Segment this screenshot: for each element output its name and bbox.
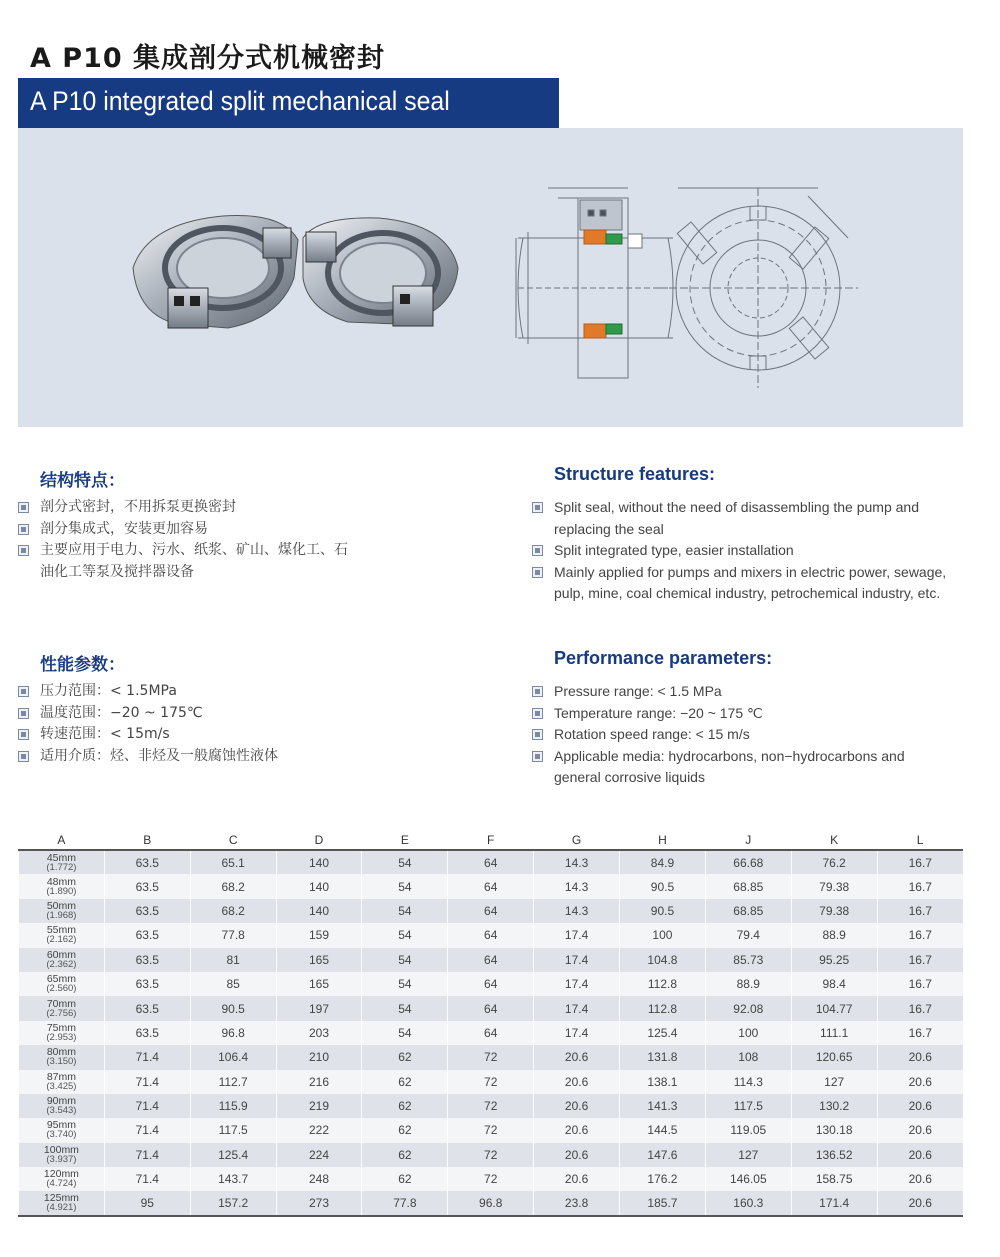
size-inch: (1.890) <box>46 885 77 897</box>
table-body <box>19 850 964 1216</box>
table-cell: 95.25 <box>791 948 877 972</box>
table-cell: 185.7 <box>620 1191 706 1215</box>
column-header-b: B <box>104 830 190 850</box>
list-item: 适用介质：烃、非烃及一般腐蚀性液体 <box>18 746 348 768</box>
square-bullet-icon <box>532 686 543 697</box>
table-cell: 140 <box>276 874 362 898</box>
table-cell: 20.6 <box>877 1191 963 1215</box>
table-cell: 14.3 <box>534 850 620 874</box>
column-header-c: C <box>190 830 276 850</box>
table-cell: 20.6 <box>534 1143 620 1167</box>
list-item: Applicable media: hydrocarbons, non−hydrocarbons and general corrosive liquids <box>532 746 932 789</box>
column-header-k: K <box>791 830 877 850</box>
table-cell: 16.7 <box>877 996 963 1020</box>
shaft-size-cell <box>19 1118 105 1142</box>
size-mm: 55mm <box>46 924 77 937</box>
table-cell: 165 <box>276 972 362 996</box>
table-cell: 68.85 <box>705 874 791 898</box>
table-cell: 71.4 <box>104 1167 190 1191</box>
table-cell: 64 <box>448 1021 534 1045</box>
table-cell: 64 <box>448 996 534 1020</box>
table-cell: 141.3 <box>620 1094 706 1118</box>
product-image-panel <box>18 128 963 427</box>
table-cell: 114.3 <box>705 1070 791 1094</box>
table-cell: 125.4 <box>190 1143 276 1167</box>
table-cell: 20.6 <box>534 1070 620 1094</box>
list-item: 剖分式密封，不用拆泵更换密封 <box>18 497 348 519</box>
page-title-en: A P10 integrated split mechanical seal <box>30 86 450 116</box>
table-cell: 54 <box>362 923 448 947</box>
table-cell: 20.6 <box>534 1094 620 1118</box>
table-cell: 16.7 <box>877 899 963 923</box>
table-cell: 72 <box>448 1118 534 1142</box>
shaft-size-cell <box>19 1070 105 1094</box>
table-cell: 85.73 <box>705 948 791 972</box>
features-list-en <box>532 497 968 605</box>
square-bullet-icon <box>532 502 543 513</box>
table-row <box>19 1021 964 1045</box>
list-item: 主要应用于电力、污水、纸浆、矿山、煤化工、石油化工等泵及搅拌器设备 <box>18 540 348 583</box>
table-cell: 84.9 <box>620 850 706 874</box>
table-cell: 77.8 <box>190 923 276 947</box>
size-mm: 87mm <box>46 1070 77 1083</box>
table-cell: 64 <box>448 923 534 947</box>
table-cell: 68.2 <box>190 874 276 898</box>
table-cell: 197 <box>276 996 362 1020</box>
shaft-size-cell <box>19 874 105 898</box>
list-item: Rotation speed range: < 15 m/s <box>532 724 932 746</box>
table-cell: 90.5 <box>620 874 706 898</box>
table-cell: 111.1 <box>791 1021 877 1045</box>
table-cell: 72 <box>448 1143 534 1167</box>
table-cell: 14.3 <box>534 899 620 923</box>
table-cell: 92.08 <box>705 996 791 1020</box>
shaft-size-cell <box>19 1167 105 1191</box>
shaft-size-cell <box>19 948 105 972</box>
seal-half-left <box>133 216 298 329</box>
list-item: 转速范围：< 15m/s <box>18 724 348 746</box>
table-cell: 216 <box>276 1070 362 1094</box>
square-bullet-icon <box>532 751 543 762</box>
table-cell: 115.9 <box>190 1094 276 1118</box>
table-cell: 16.7 <box>877 850 963 874</box>
list-item: 温度范围：−20 ~ 175℃ <box>18 703 348 725</box>
table-cell: 17.4 <box>534 972 620 996</box>
features-heading-en: Structure features: <box>554 464 716 484</box>
size-mm: 70mm <box>46 997 77 1010</box>
square-bullet-icon <box>18 708 29 719</box>
size-mm: 75mm <box>46 1021 77 1034</box>
table-cell: 17.4 <box>534 1021 620 1045</box>
table-cell: 77.8 <box>362 1191 448 1215</box>
table-cell: 23.8 <box>534 1191 620 1215</box>
table-row <box>19 972 964 996</box>
column-header-d: D <box>276 830 362 850</box>
table-row <box>19 1143 964 1167</box>
table-cell: 88.9 <box>705 972 791 996</box>
performance-list-cn <box>18 681 348 767</box>
table-cell: 100 <box>620 923 706 947</box>
table-cell: 104.77 <box>791 996 877 1020</box>
size-mm: 60mm <box>46 948 77 961</box>
table-cell: 138.1 <box>620 1070 706 1094</box>
shaft-size-cell <box>19 1191 105 1215</box>
table-cell: 65.1 <box>190 850 276 874</box>
column-header-e: E <box>362 830 448 850</box>
table-cell: 54 <box>362 1021 448 1045</box>
table-cell: 63.5 <box>104 850 190 874</box>
shaft-size-cell <box>19 972 105 996</box>
table-cell: 20.6 <box>534 1045 620 1069</box>
table-cell: 90.5 <box>620 899 706 923</box>
table-cell: 71.4 <box>104 1094 190 1118</box>
table-cell: 119.05 <box>705 1118 791 1142</box>
column-header-h: H <box>620 830 706 850</box>
table-cell: 112.8 <box>620 996 706 1020</box>
table-cell: 131.8 <box>620 1045 706 1069</box>
table-cell: 127 <box>791 1070 877 1094</box>
seal-half-right <box>303 218 458 326</box>
size-inch: (1.772) <box>46 861 77 873</box>
column-header-g: G <box>534 830 620 850</box>
size-inch: (3.150) <box>46 1056 77 1068</box>
table-cell: 158.75 <box>791 1167 877 1191</box>
table-cell: 63.5 <box>104 923 190 947</box>
table-cell: 96.8 <box>190 1021 276 1045</box>
square-bullet-icon <box>18 524 29 535</box>
performance-list-en <box>532 681 932 789</box>
performance-heading-en: Performance parameters: <box>554 648 773 668</box>
table-row <box>19 1094 964 1118</box>
table-cell: 143.7 <box>190 1167 276 1191</box>
table-cell: 219 <box>276 1094 362 1118</box>
table-cell: 63.5 <box>104 948 190 972</box>
table-cell: 222 <box>276 1118 362 1142</box>
shaft-size-cell <box>19 1021 105 1045</box>
shaft-size-cell <box>19 1094 105 1118</box>
table-row <box>19 899 964 923</box>
shaft-size-cell <box>19 850 105 874</box>
square-bullet-icon <box>532 567 543 578</box>
table-cell: 88.9 <box>791 923 877 947</box>
product-illustration <box>18 128 963 427</box>
size-mm: 65mm <box>46 973 77 986</box>
table-cell: 127 <box>705 1143 791 1167</box>
square-bullet-icon <box>18 751 29 762</box>
table-cell: 95 <box>104 1191 190 1215</box>
table-cell: 160.3 <box>705 1191 791 1215</box>
shaft-size-cell <box>19 1143 105 1167</box>
table-cell: 72 <box>448 1094 534 1118</box>
list-item: Mainly applied for pumps and mixers in electric power, sewage, pulp, mine, coal chemical industry, petrochemical industry, etc. <box>532 562 968 605</box>
list-item: Split integrated type, easier installation <box>532 540 968 562</box>
table-cell: 85 <box>190 972 276 996</box>
table-cell: 17.4 <box>534 948 620 972</box>
table-cell: 64 <box>448 948 534 972</box>
table-cell: 16.7 <box>877 923 963 947</box>
table-cell: 176.2 <box>620 1167 706 1191</box>
square-bullet-icon <box>532 708 543 719</box>
table-cell: 63.5 <box>104 996 190 1020</box>
size-inch: (4.724) <box>46 1178 77 1190</box>
performance-heading-cn: 性能参数： <box>40 655 125 675</box>
table-row <box>19 1045 964 1069</box>
table-cell: 14.3 <box>534 874 620 898</box>
table-cell: 210 <box>276 1045 362 1069</box>
table-row <box>19 996 964 1020</box>
square-bullet-icon <box>532 545 543 556</box>
table-cell: 71.4 <box>104 1045 190 1069</box>
column-header-j: J <box>705 830 791 850</box>
size-inch: (3.425) <box>46 1080 77 1092</box>
table-cell: 248 <box>276 1167 362 1191</box>
size-mm: 125mm <box>43 1192 79 1205</box>
table-cell: 17.4 <box>534 996 620 1020</box>
table-cell: 54 <box>362 948 448 972</box>
table-cell: 72 <box>448 1167 534 1191</box>
table-cell: 72 <box>448 1045 534 1069</box>
table-cell: 20.6 <box>877 1045 963 1069</box>
table-cell: 117.5 <box>190 1118 276 1142</box>
table-cell: 106.4 <box>190 1045 276 1069</box>
table-cell: 90.5 <box>190 996 276 1020</box>
table-row <box>19 1167 964 1191</box>
size-inch: (2.362) <box>46 958 77 970</box>
page-title-cn: A P10 集成剖分式机械密封 <box>30 43 386 74</box>
table-cell: 273 <box>276 1191 362 1215</box>
table-cell: 64 <box>448 874 534 898</box>
table-cell: 54 <box>362 874 448 898</box>
table-cell: 76.2 <box>791 850 877 874</box>
table-cell: 62 <box>362 1143 448 1167</box>
table-row <box>19 923 964 947</box>
table-cell: 66.68 <box>705 850 791 874</box>
table-cell: 20.6 <box>877 1167 963 1191</box>
square-bullet-icon <box>18 686 29 697</box>
table-cell: 81 <box>190 948 276 972</box>
size-inch: (2.560) <box>46 983 77 995</box>
table-cell: 63.5 <box>104 1021 190 1045</box>
title-banner <box>18 78 559 128</box>
shaft-size-cell <box>19 899 105 923</box>
table-cell: 17.4 <box>534 923 620 947</box>
table-cell: 16.7 <box>877 1021 963 1045</box>
dimension-table <box>18 830 963 1217</box>
table-cell: 79.38 <box>791 874 877 898</box>
table-cell: 171.4 <box>791 1191 877 1215</box>
table-cell: 71.4 <box>104 1070 190 1094</box>
size-mm: 95mm <box>46 1119 77 1132</box>
table-cell: 16.7 <box>877 972 963 996</box>
list-item: Split seal, without the need of disassembling the pump and replacing the seal <box>532 497 968 540</box>
size-inch: (2.162) <box>46 934 77 946</box>
list-item: Temperature range: −20 ~ 175 ℃ <box>532 703 932 725</box>
table-row <box>19 1118 964 1142</box>
table-cell: 68.85 <box>705 899 791 923</box>
table-cell: 20.6 <box>877 1118 963 1142</box>
table-row <box>19 948 964 972</box>
table-cell: 104.8 <box>620 948 706 972</box>
table-cell: 16.7 <box>877 948 963 972</box>
table-cell: 64 <box>448 972 534 996</box>
shaft-size-cell <box>19 996 105 1020</box>
table-cell: 20.6 <box>877 1143 963 1167</box>
table-cell: 20.6 <box>877 1094 963 1118</box>
size-mm: 48mm <box>46 875 77 888</box>
table-header-row <box>19 830 964 850</box>
table-cell: 108 <box>705 1045 791 1069</box>
size-mm: 50mm <box>46 899 77 912</box>
features-heading-cn: 结构特点： <box>40 471 125 491</box>
table-cell: 62 <box>362 1167 448 1191</box>
size-inch: (3.543) <box>46 1105 77 1117</box>
table-cell: 125.4 <box>620 1021 706 1045</box>
table-cell: 157.2 <box>190 1191 276 1215</box>
table-cell: 63.5 <box>104 874 190 898</box>
table-cell: 117.5 <box>705 1094 791 1118</box>
table-cell: 146.05 <box>705 1167 791 1191</box>
shaft-size-cell <box>19 1045 105 1069</box>
table-cell: 79.38 <box>791 899 877 923</box>
table-cell: 140 <box>276 850 362 874</box>
list-item: 压力范围：< 1.5MPa <box>18 681 348 703</box>
table-cell: 54 <box>362 972 448 996</box>
table-cell: 62 <box>362 1045 448 1069</box>
table-cell: 54 <box>362 850 448 874</box>
table-cell: 130.2 <box>791 1094 877 1118</box>
table-row <box>19 1070 964 1094</box>
table-cell: 20.6 <box>534 1118 620 1142</box>
table-cell: 147.6 <box>620 1143 706 1167</box>
table-cell: 63.5 <box>104 899 190 923</box>
size-inch: (4.921) <box>46 1202 77 1214</box>
size-mm: 90mm <box>46 1095 77 1108</box>
list-item: Pressure range: < 1.5 MPa <box>532 681 932 703</box>
table-cell: 20.6 <box>877 1070 963 1094</box>
table-cell: 130.18 <box>791 1118 877 1142</box>
table-row <box>19 874 964 898</box>
table-cell: 71.4 <box>104 1143 190 1167</box>
table-cell: 62 <box>362 1070 448 1094</box>
table-cell: 64 <box>448 850 534 874</box>
table-cell: 224 <box>276 1143 362 1167</box>
square-bullet-icon <box>18 502 29 513</box>
table-cell: 62 <box>362 1094 448 1118</box>
size-mm: 100mm <box>43 1143 79 1156</box>
column-header-a: A <box>19 830 105 850</box>
table-cell: 71.4 <box>104 1118 190 1142</box>
table-cell: 64 <box>448 899 534 923</box>
table-cell: 98.4 <box>791 972 877 996</box>
table-cell: 144.5 <box>620 1118 706 1142</box>
table-cell: 54 <box>362 996 448 1020</box>
face-view-drawing <box>658 188 858 388</box>
table-cell: 62 <box>362 1118 448 1142</box>
size-inch: (2.953) <box>46 1031 77 1043</box>
table-cell: 16.7 <box>877 874 963 898</box>
table-cell: 136.52 <box>791 1143 877 1167</box>
table-cell: 54 <box>362 899 448 923</box>
size-mm: 80mm <box>46 1046 77 1059</box>
size-inch: (1.968) <box>46 909 77 921</box>
table-cell: 68.2 <box>190 899 276 923</box>
features-list-cn <box>18 497 348 583</box>
table-row <box>19 1191 964 1215</box>
size-inch: (3.740) <box>46 1129 77 1141</box>
column-header-l: L <box>877 830 963 850</box>
table-cell: 20.6 <box>534 1167 620 1191</box>
table-cell: 140 <box>276 899 362 923</box>
column-header-f: F <box>448 830 534 850</box>
shaft-size-cell <box>19 923 105 947</box>
table-cell: 63.5 <box>104 972 190 996</box>
size-inch: (3.937) <box>46 1153 77 1165</box>
table-cell: 96.8 <box>448 1191 534 1215</box>
size-mm: 45mm <box>46 851 77 864</box>
size-inch: (2.756) <box>46 1007 77 1019</box>
table-row <box>19 850 964 874</box>
section-drawing <box>516 188 673 378</box>
table-cell: 203 <box>276 1021 362 1045</box>
table-cell: 79.4 <box>705 923 791 947</box>
size-mm: 120mm <box>43 1168 79 1181</box>
table-cell: 72 <box>448 1070 534 1094</box>
table-cell: 120.65 <box>791 1045 877 1069</box>
table-cell: 100 <box>705 1021 791 1045</box>
table-cell: 112.7 <box>190 1070 276 1094</box>
list-item: 剖分集成式，安装更加容易 <box>18 519 348 541</box>
square-bullet-icon <box>18 729 29 740</box>
table-cell: 165 <box>276 948 362 972</box>
square-bullet-icon <box>532 729 543 740</box>
square-bullet-icon <box>18 545 29 556</box>
table-cell: 159 <box>276 923 362 947</box>
table-cell: 112.8 <box>620 972 706 996</box>
